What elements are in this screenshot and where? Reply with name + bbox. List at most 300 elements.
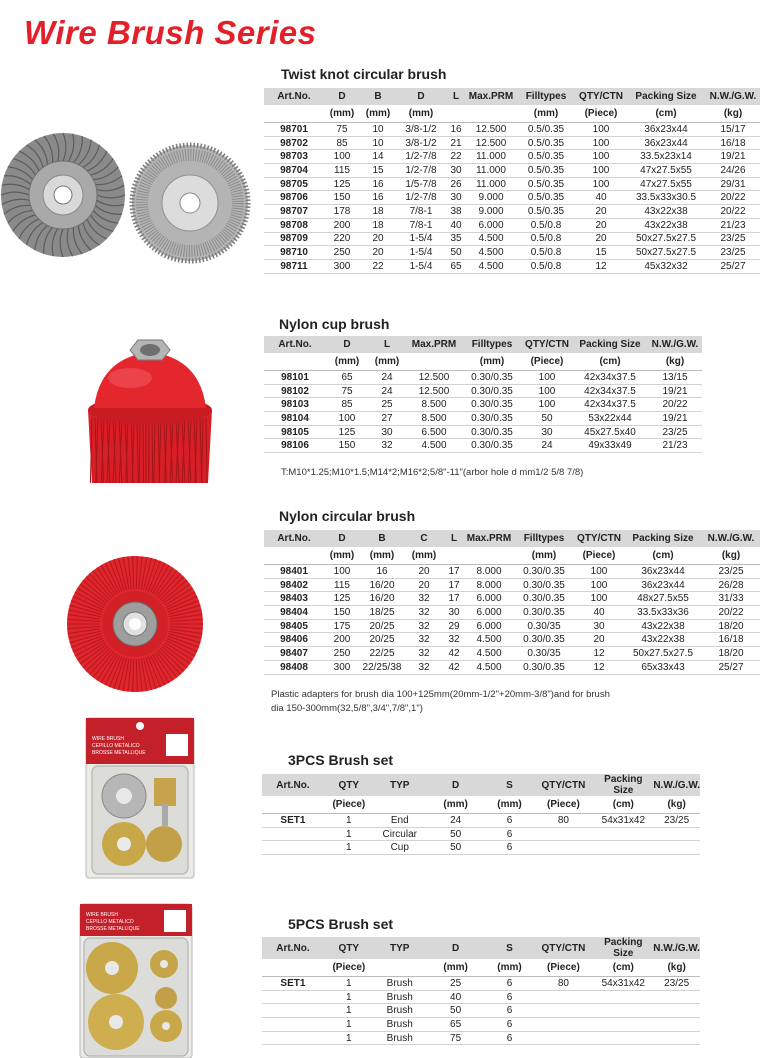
set3-col-header: N.W./G.W. — [653, 774, 700, 796]
table-row — [264, 150, 760, 164]
circular-cell: 32 — [404, 660, 444, 674]
cup-cell: 100 — [522, 371, 572, 385]
twist-cell: 47x27.5x55 — [626, 164, 706, 178]
twist-cell: 75 — [324, 123, 360, 137]
circular-cell: 22/25 — [360, 647, 404, 661]
twist-section-title: Twist knot circular brush — [281, 66, 447, 82]
set3-cell: Circular — [374, 827, 426, 841]
circular-cell: 100 — [574, 592, 624, 606]
cup-cell: 24 — [522, 439, 572, 453]
set5-unit-cell: (Piece) — [533, 959, 593, 977]
circular-cell: 4.500 — [464, 660, 514, 674]
circular-cell: 115 — [324, 578, 360, 592]
set3-units-row — [262, 796, 700, 814]
twist-cell: 16/18 — [706, 136, 760, 150]
cup-cell: 24 — [368, 384, 406, 398]
table-row — [262, 827, 700, 841]
table-row — [262, 990, 700, 1004]
set3-cell: 1 — [324, 841, 374, 855]
circular-cell: 6.000 — [464, 619, 514, 633]
twist-cell: 16 — [360, 191, 396, 205]
circular-cell: 43x22x38 — [624, 633, 702, 647]
twist-cell: 125 — [324, 177, 360, 191]
twist-cell: 43x22x38 — [626, 205, 706, 219]
set3-cell: 23/25 — [653, 814, 700, 828]
twist-col-header: Max.PRM — [466, 88, 516, 105]
circular-col-header: L — [444, 530, 464, 547]
twist-cell: 100 — [576, 123, 626, 137]
twist-cell: 300 — [324, 259, 360, 273]
circular-adapter-note-line1: Plastic adapters for brush dia 100+125mm(20mm-1/2"+20mm-3/8")and for brush — [271, 689, 610, 700]
cup-cell: 150 — [326, 439, 368, 453]
circular-cell: 32 — [444, 633, 464, 647]
twist-cell: 1/2-7/8 — [396, 164, 446, 178]
twist-cell: 12.500 — [466, 136, 516, 150]
set3-cell: 50 — [426, 841, 486, 855]
cup-cell: 12.500 — [406, 384, 462, 398]
circular-col-header: QTY/CTN — [574, 530, 624, 547]
twist-cell: 98710 — [264, 246, 324, 260]
twist-cell: 11.000 — [466, 150, 516, 164]
set3-cell: 50 — [426, 827, 486, 841]
twist-cell: 30 — [446, 164, 466, 178]
set5-cell: 54x31x42 — [593, 977, 653, 991]
cup-cell: 98101 — [264, 371, 326, 385]
twist-table — [264, 88, 760, 274]
circular-cell: 48x27.5x55 — [624, 592, 702, 606]
set5-cell: 6 — [486, 977, 534, 991]
set3-cell — [653, 827, 700, 841]
twist-knot-brush-front — [1, 133, 125, 257]
page-title: Wire Brush Series — [24, 14, 317, 51]
cup-cell: 30 — [522, 425, 572, 439]
twist-cell: 98704 — [264, 164, 324, 178]
twist-cell: 24/26 — [706, 164, 760, 178]
circular-cell: 20/22 — [702, 606, 760, 620]
twist-cell: 25/27 — [706, 259, 760, 273]
circular-cell: 23/25 — [702, 565, 760, 579]
circular-cell: 42 — [444, 647, 464, 661]
set5-cell: 1 — [324, 1004, 374, 1018]
set3-package-image — [84, 716, 196, 880]
cup-cell: 100 — [522, 398, 572, 412]
table-row — [264, 191, 760, 205]
twist-cell: 7/8-1 — [396, 205, 446, 219]
set5-unit-cell: (mm) — [426, 959, 486, 977]
table-row — [264, 123, 760, 137]
set3-cell — [262, 827, 324, 841]
twist-cell: 1/5-7/8 — [396, 177, 446, 191]
set5-cell — [593, 990, 653, 1004]
table-row — [264, 218, 760, 232]
circular-col-header: Max.PRM — [464, 530, 514, 547]
twist-cell: 4.500 — [466, 259, 516, 273]
twist-cell: 26 — [446, 177, 466, 191]
circular-cell: 0.30/0.35 — [514, 660, 574, 674]
set5-unit-cell: (mm) — [486, 959, 534, 977]
set5-cell — [262, 1004, 324, 1018]
circular-cell: 98403 — [264, 592, 324, 606]
twist-unit-cell: (mm) — [516, 105, 576, 123]
twist-unit-cell: (mm) — [360, 105, 396, 123]
set5-unit-cell: (kg) — [653, 959, 700, 977]
twist-unit-cell: (cm) — [626, 105, 706, 123]
twist-cell: 3/8-1/2 — [396, 123, 446, 137]
cup-cell: 21/23 — [648, 439, 702, 453]
twist-cell: 10 — [360, 123, 396, 137]
set3-section-title: 3PCS Brush set — [288, 752, 394, 768]
twist-cell: 150 — [324, 191, 360, 205]
cup-header-row — [264, 336, 702, 353]
circular-unit-cell: (mm) — [404, 547, 444, 565]
set5-table — [262, 937, 700, 1045]
set3-cell — [533, 827, 593, 841]
set3-cell: 6 — [486, 841, 534, 855]
cup-hex-nut — [130, 340, 170, 360]
circular-cell: 20/25 — [360, 633, 404, 647]
twist-cell: 35 — [446, 232, 466, 246]
twist-cell: 11.000 — [466, 164, 516, 178]
set3-cell: 6 — [486, 814, 534, 828]
twist-col-header: D — [324, 88, 360, 105]
set5-cell — [653, 990, 700, 1004]
set3-col-header: Art.No. — [262, 774, 324, 796]
circular-cell: 36x23x44 — [624, 565, 702, 579]
table-row — [264, 164, 760, 178]
set3-col-header: D — [426, 774, 486, 796]
twist-knot-brush-back — [132, 145, 248, 261]
cup-cell: 0.30/0.35 — [462, 371, 522, 385]
twist-cell: 15/17 — [706, 123, 760, 137]
cup-cell: 42x34x37.5 — [572, 384, 648, 398]
set3-cell — [593, 841, 653, 855]
twist-unit-cell: (mm) — [324, 105, 360, 123]
set5-pack-label-3: BROSSE METALLIQUE — [86, 926, 140, 932]
cup-cell: 19/21 — [648, 384, 702, 398]
twist-col-header: QTY/CTN — [576, 88, 626, 105]
cup-col-header: D — [326, 336, 368, 353]
table-row — [264, 259, 760, 273]
table-row — [264, 177, 760, 191]
twist-cell: 20 — [576, 218, 626, 232]
twist-cell: 10 — [360, 136, 396, 150]
set5-pack-label-2: CEPILLO METALICO — [86, 919, 134, 925]
twist-cell: 40 — [576, 191, 626, 205]
circular-cell: 0.30/35 — [514, 619, 574, 633]
circular-unit-cell — [464, 547, 514, 565]
set3-cell: End — [374, 814, 426, 828]
set3-col-header: QTY/CTN — [533, 774, 593, 796]
set3-unit-cell — [374, 796, 426, 814]
circular-cell: 0.30/35 — [514, 647, 574, 661]
twist-cell: 50x27.5x27.5 — [626, 246, 706, 260]
cup-cell: 24 — [368, 371, 406, 385]
set3-cell: 1 — [324, 827, 374, 841]
table-row — [262, 841, 700, 855]
twist-cell: 47x27.5x55 — [626, 177, 706, 191]
circular-cell: 0.30/0.35 — [514, 606, 574, 620]
twist-cell: 33.5x33x30.5 — [626, 191, 706, 205]
twist-cell: 3/8-1/2 — [396, 136, 446, 150]
twist-cell: 22 — [446, 150, 466, 164]
circular-cell: 20 — [574, 633, 624, 647]
cup-unit-cell: (kg) — [648, 353, 702, 371]
twist-col-header: L — [446, 88, 466, 105]
set5-units-row — [262, 959, 700, 977]
nylon-cup-brush-image — [80, 338, 220, 488]
circular-unit-cell: (kg) — [702, 547, 760, 565]
cup-cell: 42x34x37.5 — [572, 371, 648, 385]
set5-unit-cell — [374, 959, 426, 977]
cup-col-header: Packing Size — [572, 336, 648, 353]
twist-cell: 50x27.5x27.5 — [626, 232, 706, 246]
cup-cell: 100 — [326, 412, 368, 426]
twist-unit-cell — [264, 105, 324, 123]
twist-unit-cell: (Piece) — [576, 105, 626, 123]
set5-unit-cell: (Piece) — [324, 959, 374, 977]
twist-col-header: N.W./G.W. — [706, 88, 760, 105]
cup-cell: 0.30/0.35 — [462, 439, 522, 453]
cup-cell: 49x33x49 — [572, 439, 648, 453]
set3-cell: 80 — [533, 814, 593, 828]
twist-cell: 98706 — [264, 191, 324, 205]
table-row — [264, 565, 760, 579]
twist-cell: 1-5/4 — [396, 232, 446, 246]
circular-cell: 31/33 — [702, 592, 760, 606]
set3-pack-label-2: CEPILLO METALICO — [92, 743, 140, 749]
circular-cell: 300 — [324, 660, 360, 674]
circular-cell: 25/27 — [702, 660, 760, 674]
set3-pack-label-3: BROSSE METALLIQUE — [92, 750, 146, 756]
set5-cell — [593, 1004, 653, 1018]
circular-unit-cell: (mm) — [324, 547, 360, 565]
twist-cell: 0.5/0.8 — [516, 259, 576, 273]
set5-cell: 65 — [426, 1018, 486, 1032]
twist-cell: 0.5/0.35 — [516, 205, 576, 219]
set5-cell: 50 — [426, 1004, 486, 1018]
set3-table — [262, 774, 700, 855]
circular-cell: 32 — [404, 619, 444, 633]
set3-cell — [653, 841, 700, 855]
circular-cell: 16/20 — [360, 592, 404, 606]
twist-cell: 20 — [576, 205, 626, 219]
set3-unit-cell: (Piece) — [533, 796, 593, 814]
set5-cell — [593, 1018, 653, 1032]
circular-cell: 0.30/0.35 — [514, 592, 574, 606]
twist-cell: 40 — [446, 218, 466, 232]
twist-units-row — [264, 105, 760, 123]
twist-col-header: Packing Size — [626, 88, 706, 105]
circular-cell: 32 — [404, 606, 444, 620]
circular-cell: 16/18 — [702, 633, 760, 647]
table-row — [264, 660, 760, 674]
twist-cell: 23/25 — [706, 246, 760, 260]
twist-cell: 38 — [446, 205, 466, 219]
circular-cell: 175 — [324, 619, 360, 633]
circular-cell: 65x33x43 — [624, 660, 702, 674]
set5-cell: 75 — [426, 1031, 486, 1045]
cup-cell: 85 — [326, 398, 368, 412]
set5-cell: Brush — [374, 1031, 426, 1045]
set3-cell — [533, 841, 593, 855]
circular-cell: 16 — [360, 565, 404, 579]
set5-cell: 80 — [533, 977, 593, 991]
twist-cell: 0.5/0.35 — [516, 123, 576, 137]
circular-cell: 98407 — [264, 647, 324, 661]
cup-cell: 0.30/0.35 — [462, 412, 522, 426]
circular-cell: 250 — [324, 647, 360, 661]
cup-section-title: Nylon cup brush — [279, 316, 390, 332]
set5-unit-cell — [262, 959, 324, 977]
twist-cell: 0.5/0.35 — [516, 136, 576, 150]
cup-cell: 98103 — [264, 398, 326, 412]
table-row — [264, 136, 760, 150]
circular-col-header: N.W./G.W. — [702, 530, 760, 547]
twist-cell: 0.5/0.8 — [516, 246, 576, 260]
twist-cell: 115 — [324, 164, 360, 178]
circular-cell: 100 — [574, 565, 624, 579]
twist-cell: 98702 — [264, 136, 324, 150]
twist-cell: 100 — [576, 150, 626, 164]
cup-cell: 98106 — [264, 439, 326, 453]
set5-col-header: S — [486, 937, 534, 959]
set3-unit-cell: (kg) — [653, 796, 700, 814]
set3-cell: SET1 — [262, 814, 324, 828]
cup-cell: 30 — [368, 425, 406, 439]
cup-cell: 53x22x44 — [572, 412, 648, 426]
twist-cell: 15 — [360, 164, 396, 178]
circular-cell: 17 — [444, 592, 464, 606]
twist-cell: 0.5/0.8 — [516, 232, 576, 246]
set5-cell — [262, 1018, 324, 1032]
table-row — [262, 1031, 700, 1045]
cup-unit-cell: (Piece) — [522, 353, 572, 371]
circular-unit-cell — [444, 547, 464, 565]
twist-cell: 98707 — [264, 205, 324, 219]
set3-cell: 6 — [486, 827, 534, 841]
cup-cell: 125 — [326, 425, 368, 439]
cup-cell: 75 — [326, 384, 368, 398]
set5-cell: Brush — [374, 1004, 426, 1018]
set5-header-row — [262, 937, 700, 959]
set3-unit-cell — [262, 796, 324, 814]
set5-pack-label-1: WIRE BRUSH — [86, 912, 118, 918]
set5-cell: 6 — [486, 1031, 534, 1045]
set3-pack-label-1: WIRE BRUSH — [92, 736, 124, 742]
set3-cell: Cup — [374, 841, 426, 855]
twist-cell: 14 — [360, 150, 396, 164]
nylon-circular-brush-image — [60, 548, 210, 698]
twist-cell: 50 — [446, 246, 466, 260]
twist-cell: 15 — [576, 246, 626, 260]
set3-cell: 1 — [324, 814, 374, 828]
cup-cell: 8.500 — [406, 412, 462, 426]
circular-cell: 43x22x38 — [624, 619, 702, 633]
set5-cell: SET1 — [262, 977, 324, 991]
cup-cell: 98104 — [264, 412, 326, 426]
table-row — [264, 384, 702, 398]
circular-cell: 0.30/0.35 — [514, 578, 574, 592]
circular-cell: 33.5x33x36 — [624, 606, 702, 620]
circular-cell: 8.000 — [464, 565, 514, 579]
twist-cell: 4.500 — [466, 232, 516, 246]
table-row — [264, 578, 760, 592]
table-row — [262, 1004, 700, 1018]
table-row — [264, 371, 702, 385]
twist-cell: 45x32x32 — [626, 259, 706, 273]
set5-cell: 1 — [324, 1031, 374, 1045]
cup-col-header: L — [368, 336, 406, 353]
circular-cell: 12 — [574, 660, 624, 674]
twist-cell: 20 — [576, 232, 626, 246]
circular-units-row — [264, 547, 760, 565]
circular-cell: 26/28 — [702, 578, 760, 592]
cup-col-header: Max.PRM — [406, 336, 462, 353]
twist-cell: 11.000 — [466, 177, 516, 191]
twist-cell: 1/2-7/8 — [396, 150, 446, 164]
cup-col-header: Art.No. — [264, 336, 326, 353]
circular-cell: 98405 — [264, 619, 324, 633]
cup-cell: 13/15 — [648, 371, 702, 385]
cup-cell: 32 — [368, 439, 406, 453]
twist-cell: 85 — [324, 136, 360, 150]
circular-col-header: B — [360, 530, 404, 547]
cup-col-header: N.W./G.W. — [648, 336, 702, 353]
circular-cell: 32 — [404, 592, 444, 606]
cup-unit-cell — [406, 353, 462, 371]
circular-cell: 32 — [404, 647, 444, 661]
twist-cell: 1/2-7/8 — [396, 191, 446, 205]
set3-col-header: QTY — [324, 774, 374, 796]
cup-cell: 0.30/0.35 — [462, 398, 522, 412]
set5-col-header: Art.No. — [262, 937, 324, 959]
set3-unit-cell: (mm) — [426, 796, 486, 814]
circular-cell: 17 — [444, 578, 464, 592]
cup-cell: 6.500 — [406, 425, 462, 439]
twist-cell: 36x23x44 — [626, 123, 706, 137]
circular-cell: 36x23x44 — [624, 578, 702, 592]
cup-unit-cell: (mm) — [326, 353, 368, 371]
circular-cell: 98408 — [264, 660, 324, 674]
cup-unit-cell: (mm) — [368, 353, 406, 371]
twist-cell: 29/31 — [706, 177, 760, 191]
table-row — [264, 398, 702, 412]
cup-cell: 42x34x37.5 — [572, 398, 648, 412]
twist-cell: 0.5/0.35 — [516, 177, 576, 191]
set5-cell — [262, 990, 324, 1004]
circular-section-title: Nylon circular brush — [279, 508, 416, 524]
circular-cell: 100 — [574, 578, 624, 592]
set3-unit-cell: (mm) — [486, 796, 534, 814]
table-row — [264, 606, 760, 620]
twist-cell: 9.000 — [466, 191, 516, 205]
set5-col-header: QTY/CTN — [533, 937, 593, 959]
circular-cell: 20/25 — [360, 619, 404, 633]
set5-cell: 6 — [486, 1018, 534, 1032]
twist-cell: 16 — [360, 177, 396, 191]
twist-col-header: Art.No. — [264, 88, 324, 105]
cup-cell: 4.500 — [406, 439, 462, 453]
set5-cell — [533, 1018, 593, 1032]
cup-cell: 12.500 — [406, 371, 462, 385]
circular-cell: 30 — [444, 606, 464, 620]
twist-knot-brush-image — [0, 130, 262, 300]
circular-cell: 98402 — [264, 578, 324, 592]
circular-cell: 6.000 — [464, 606, 514, 620]
cup-cell: 23/25 — [648, 425, 702, 439]
table-row — [264, 246, 760, 260]
cup-cell: 25 — [368, 398, 406, 412]
